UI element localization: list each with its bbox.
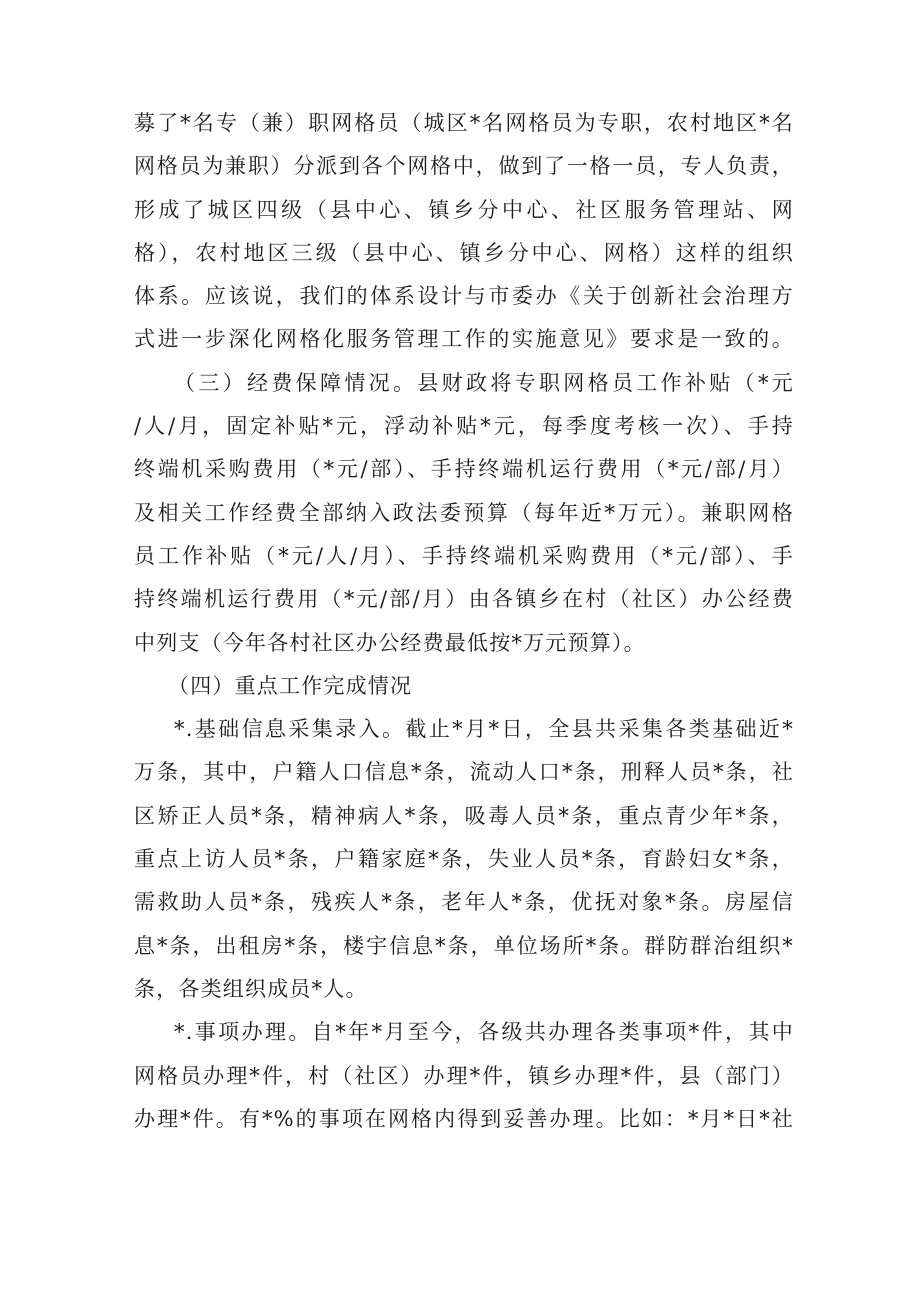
text-line: 需救助人员*条，残疾人*条，老年人*条，优抚对象*条。房屋信 [134, 890, 794, 915]
text-line: 终端机采购费用（*元/部）、手持终端机运行费用（*元/部/月） [134, 457, 794, 482]
text-line: 员工作补贴（*元/人/月）、手持终端机采购费用（*元/部）、手 [134, 543, 794, 568]
text-line: 式进一步深化网格化服务管理工作的实施意见》要求是一致的。 [134, 327, 794, 352]
text-line: 区矫正人员*条，精神病人*条，吸毒人员*条，重点青少年*条， [134, 803, 794, 828]
text-line: （三）经费保障情况。县财政将专职网格员工作补贴（*元 [174, 370, 794, 395]
text-line: 体系。应该说，我们的体系设计与市委办《关于创新社会治理方 [134, 284, 794, 309]
text-line: 办理*件。有*%的事项在网格内得到妥善办理。比如：*月*日*社 [134, 1106, 794, 1131]
text-line: 网格员办理*件，村（社区）办理*件，镇乡办理*件，县（部门） [134, 1063, 794, 1088]
text-line: 网格员为兼职）分派到各个网格中，做到了一格一员，专人负责， [134, 154, 794, 179]
document-body [134, 102, 794, 1141]
text-line: 重点上访人员*条，户籍家庭*条，失业人员*条，育龄妇女*条， [134, 847, 794, 872]
text-line: 息*条，出租房*条，楼宇信息*条，单位场所*条。群防群治组织* [134, 933, 794, 958]
text-line: 格），农村地区三级（县中心、镇乡分中心、网格）这样的组织 [134, 240, 794, 265]
text-line: *.基础信息采集录入。截止*月*日，全县共采集各类基础近* [174, 717, 794, 742]
text-line: /人/月，固定补贴*元，浮动补贴*元，每季度考核一次）、手持 [134, 414, 794, 439]
text-line: 及相关工作经费全部纳入政法委预算（每年近*万元）。兼职网格 [134, 500, 794, 525]
text-line: 形成了城区四级（县中心、镇乡分中心、社区服务管理站、网 [134, 197, 794, 222]
text-line: 条，各类组织成员*人。 [134, 976, 368, 1001]
text-line: （四）重点工作完成情况 [168, 673, 413, 698]
text-line: 持终端机运行费用（*元/部/月）由各镇乡在村（社区）办公经费 [134, 587, 794, 612]
text-line: *.事项办理。自*年*月至今，各级共办理各类事项*件，其中 [174, 1020, 794, 1045]
text-line: 中列支（今年各村社区办公经费最低按*万元预算）。 [134, 630, 646, 655]
text-line: 万条，其中，户籍人口信息*条，流动人口*条，刑释人员*条，社 [134, 760, 794, 785]
text-line: 募了*名专（兼）职网格员（城区*名网格员为专职，农村地区*名 [134, 111, 794, 135]
